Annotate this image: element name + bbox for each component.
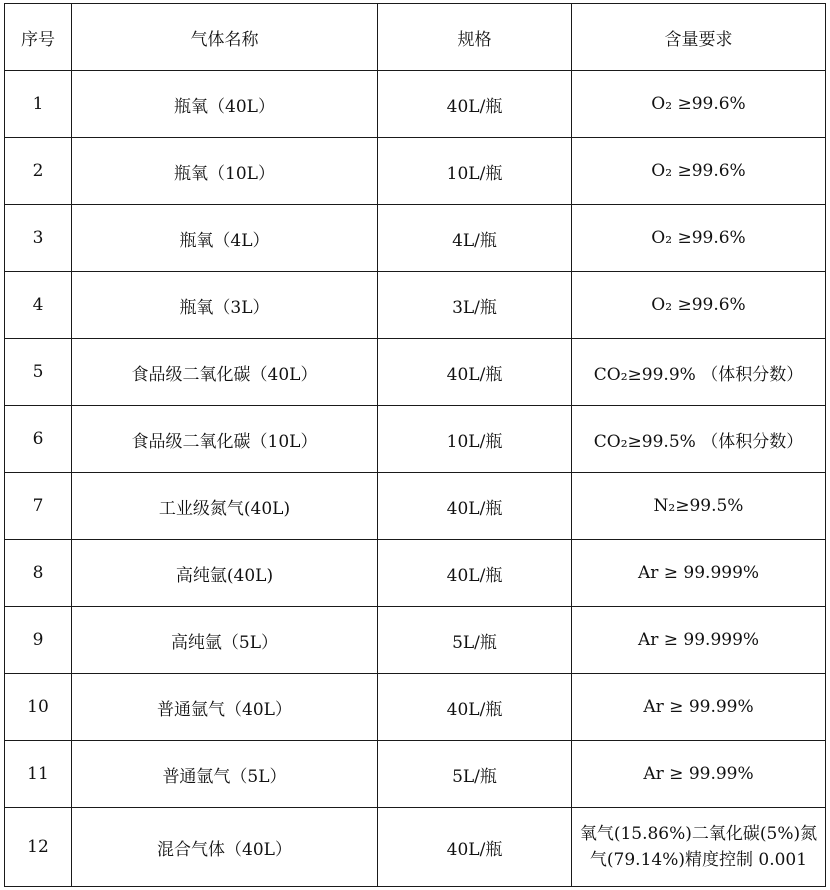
table-row bbox=[5, 540, 826, 607]
row-specification: 10L/瓶 bbox=[378, 406, 572, 473]
row-serial-no: 12 bbox=[5, 808, 72, 887]
table-row bbox=[5, 71, 826, 138]
row-content-requirement: Ar ≥ 99.999% bbox=[572, 607, 826, 674]
row-serial-no: 5 bbox=[5, 339, 72, 406]
row-specification: 40L/瓶 bbox=[378, 674, 572, 741]
row-gas-name: 瓶氧（4L） bbox=[72, 205, 378, 272]
table-row bbox=[5, 339, 826, 406]
row-gas-name: 瓶氧（3L） bbox=[72, 272, 378, 339]
row-serial-no: 1 bbox=[5, 71, 72, 138]
row-serial-no: 7 bbox=[5, 473, 72, 540]
table-row bbox=[5, 473, 826, 540]
row-serial-no: 3 bbox=[5, 205, 72, 272]
header-specification: 规格 bbox=[378, 4, 572, 71]
row-content-requirement: O₂ ≥99.6% bbox=[572, 138, 826, 205]
row-serial-no: 6 bbox=[5, 406, 72, 473]
row-specification: 4L/瓶 bbox=[378, 205, 572, 272]
row-specification: 40L/瓶 bbox=[378, 473, 572, 540]
row-gas-name: 瓶氧（10L） bbox=[72, 138, 378, 205]
row-content-requirement: Ar ≥ 99.99% bbox=[572, 741, 826, 808]
row-gas-name: 瓶氧（40L） bbox=[72, 71, 378, 138]
table-row bbox=[5, 808, 826, 887]
row-content-requirement: O₂ ≥99.6% bbox=[572, 272, 826, 339]
row-serial-no: 2 bbox=[5, 138, 72, 205]
row-specification: 3L/瓶 bbox=[378, 272, 572, 339]
row-serial-no: 8 bbox=[5, 540, 72, 607]
row-content-requirement: O₂ ≥99.6% bbox=[572, 205, 826, 272]
row-gas-name: 混合气体（40L） bbox=[72, 808, 378, 887]
table-row bbox=[5, 272, 826, 339]
row-specification: 40L/瓶 bbox=[378, 540, 572, 607]
row-content-requirement: CO₂≥99.5% （体积分数） bbox=[572, 406, 826, 473]
table-row bbox=[5, 607, 826, 674]
row-specification: 40L/瓶 bbox=[378, 808, 572, 887]
row-serial-no: 11 bbox=[5, 741, 72, 808]
header-row bbox=[5, 4, 826, 71]
row-serial-no: 9 bbox=[5, 607, 72, 674]
table-row bbox=[5, 138, 826, 205]
row-gas-name: 食品级二氧化碳（40L） bbox=[72, 339, 378, 406]
row-serial-no: 10 bbox=[5, 674, 72, 741]
row-gas-name: 食品级二氧化碳（10L） bbox=[72, 406, 378, 473]
row-specification: 5L/瓶 bbox=[378, 741, 572, 808]
row-gas-name: 高纯氩(40L) bbox=[72, 540, 378, 607]
row-gas-name: 工业级氮气(40L) bbox=[72, 473, 378, 540]
row-gas-name: 普通氩气（5L） bbox=[72, 741, 378, 808]
header-content-requirement: 含量要求 bbox=[572, 4, 826, 71]
row-specification: 40L/瓶 bbox=[378, 71, 572, 138]
row-content-requirement: Ar ≥ 99.999% bbox=[572, 540, 826, 607]
row-specification: 5L/瓶 bbox=[378, 607, 572, 674]
row-gas-name: 高纯氩（5L） bbox=[72, 607, 378, 674]
row-specification: 10L/瓶 bbox=[378, 138, 572, 205]
table-row bbox=[5, 674, 826, 741]
row-content-requirement: CO₂≥99.9% （体积分数） bbox=[572, 339, 826, 406]
table-row bbox=[5, 741, 826, 808]
row-content-requirement: 氧气(15.86%)二氧化碳(5%)氮气(79.14%)精度控制 0.001 bbox=[572, 808, 826, 887]
table-row bbox=[5, 205, 826, 272]
row-content-requirement: O₂ ≥99.6% bbox=[572, 71, 826, 138]
header-gas-name: 气体名称 bbox=[72, 4, 378, 71]
header-serial-no: 序号 bbox=[5, 4, 72, 71]
table-row bbox=[5, 406, 826, 473]
row-content-requirement: N₂≥99.5% bbox=[572, 473, 826, 540]
row-serial-no: 4 bbox=[5, 272, 72, 339]
row-gas-name: 普通氩气（40L） bbox=[72, 674, 378, 741]
row-specification: 40L/瓶 bbox=[378, 339, 572, 406]
row-content-requirement: Ar ≥ 99.99% bbox=[572, 674, 826, 741]
gas-spec-table bbox=[4, 3, 826, 887]
